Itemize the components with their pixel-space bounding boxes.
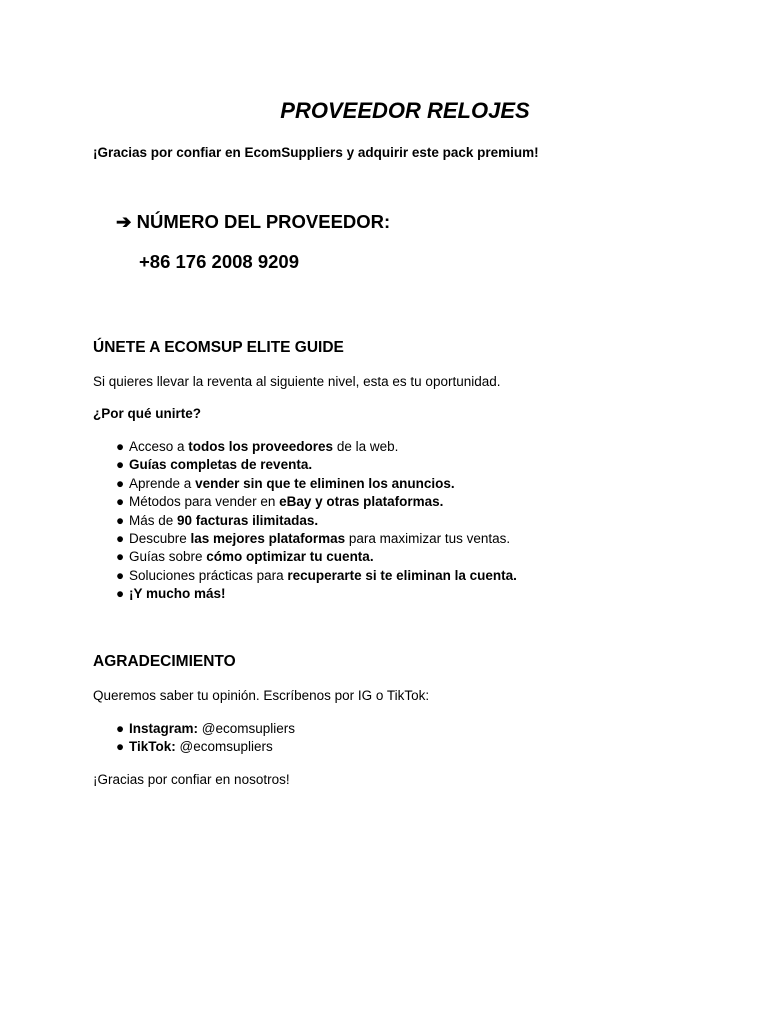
bullet-icon: ●: [116, 475, 125, 491]
list-item: ● ¡Y mucho más!: [116, 585, 517, 603]
bullet-icon: ●: [116, 530, 125, 546]
list-item: ● Soluciones prácticas para recuperarte si te eliminan la cuenta.: [116, 567, 517, 585]
list-item: ● Aprende a vender sin que te eliminen los anuncios.: [116, 475, 517, 493]
why-join-question: ¿Por qué unirte?: [93, 406, 201, 421]
list-item: ● Más de 90 facturas ilimitadas.: [116, 512, 517, 530]
tiktok-label: TikTok:: [129, 739, 176, 755]
list-item-tiktok: [116, 738, 295, 756]
arrow-right-icon: ➔: [116, 211, 132, 232]
supplier-number-label: NÚMERO DEL PROVEEDOR:: [136, 211, 391, 232]
bullet-icon: ●: [116, 457, 125, 473]
intro-text: ¡Gracias por confiar en EcomSuppliers y adquirir este pack premium!: [93, 145, 539, 160]
bullet-icon: ●: [116, 567, 125, 583]
bullet-icon: ●: [116, 586, 125, 602]
list-item: ● Métodos para vender en eBay y otras plataformas.: [116, 493, 517, 511]
bullet-icon: ●: [116, 739, 125, 755]
list-item: ● Guías completas de reventa.: [116, 456, 517, 474]
closing-text: ¡Gracias por confiar en nosotros!: [93, 772, 290, 787]
list-item: ● Guías sobre cómo optimizar tu cuenta.: [116, 548, 517, 566]
list-item-instagram: [116, 720, 295, 738]
document-title: PROVEEDOR RELOJES: [280, 98, 530, 123]
supplier-number-heading: [116, 211, 390, 233]
bullet-icon: ●: [116, 549, 125, 565]
thanks-text: Queremos saber tu opinión. Escríbenos por IG o TikTok:: [93, 688, 430, 703]
bullet-icon: ●: [116, 721, 125, 736]
bullet-icon: ●: [116, 439, 125, 454]
elite-guide-text: Si quieres llevar la reventa al siguiente nivel, esta es tu oportunidad.: [93, 374, 501, 389]
bullet-icon: ●: [116, 512, 125, 528]
bullet-icon: ●: [116, 494, 125, 510]
social-list: [116, 720, 295, 757]
benefits-list: [116, 438, 517, 604]
elite-guide-heading: ÚNETE A ECOMSUP ELITE GUIDE: [93, 339, 344, 356]
supplier-phone-number: +86 176 2008 9209: [139, 251, 299, 272]
tiktok-handle: @ecomsupliers: [175, 739, 273, 755]
instagram-label: Instagram:: [129, 721, 199, 736]
instagram-handle: @ecomsupliers: [198, 721, 296, 736]
list-item: ● Descubre las mejores plataformas para maximizar tus ventas.: [116, 530, 517, 548]
thanks-heading: AGRADECIMIENTO: [93, 653, 236, 670]
list-item: ● Acceso a todos los proveedores de la web.: [116, 438, 517, 456]
